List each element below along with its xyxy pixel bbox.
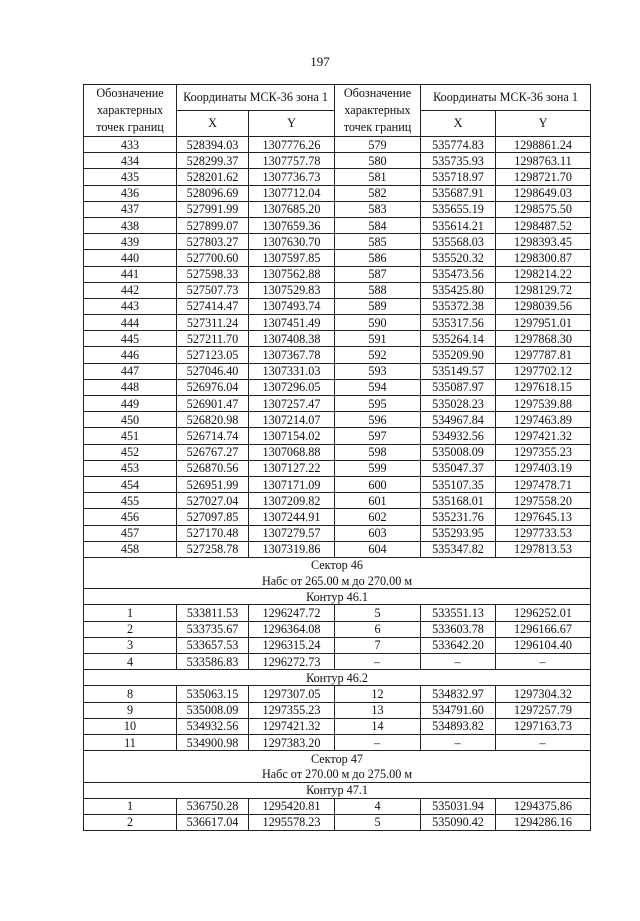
table-cell: 1297463.89: [496, 412, 591, 428]
section-row: [84, 766, 591, 782]
table-cell: 12: [335, 686, 421, 702]
table-cell: 1307367.78: [249, 347, 335, 363]
table-row: [84, 798, 591, 814]
table-cell: 450: [84, 412, 177, 428]
table-cell: 527991.99: [177, 201, 249, 217]
table-row: [84, 185, 591, 201]
table-cell: 1307244.91: [249, 509, 335, 525]
sector-range: Набс от 265.00 м до 270.00 м: [84, 573, 591, 589]
table-cell: 1297478.71: [496, 476, 591, 492]
table-cell: 1296104.40: [496, 637, 591, 653]
table-row: [84, 493, 591, 509]
table-cell: 1298300.87: [496, 250, 591, 266]
table-cell: 599: [335, 460, 421, 476]
table-cell: 457: [84, 525, 177, 541]
table-cell: 451: [84, 428, 177, 444]
table-cell: 1297558.20: [496, 493, 591, 509]
table-cell: 590: [335, 315, 421, 331]
table-cell: 528394.03: [177, 137, 249, 153]
table-cell: 1297702.12: [496, 363, 591, 379]
table-cell: 1297355.23: [249, 702, 335, 718]
table-cell: 586: [335, 250, 421, 266]
table-cell: 1307776.26: [249, 137, 335, 153]
table-row: [84, 379, 591, 395]
table-body: [84, 137, 591, 831]
table-cell: 453: [84, 460, 177, 476]
table-cell: 1294375.86: [496, 798, 591, 814]
sector-range: Набс от 270.00 м до 275.00 м: [84, 766, 591, 782]
table-cell: 456: [84, 509, 177, 525]
table-cell: 1307296.05: [249, 379, 335, 395]
table-row: [84, 814, 591, 830]
table-cell: 1297618.15: [496, 379, 591, 395]
section-row: [84, 670, 591, 686]
table-cell: 433: [84, 137, 177, 153]
table-cell: 1297421.32: [496, 428, 591, 444]
table-cell: 583: [335, 201, 421, 217]
table-row: [84, 363, 591, 379]
header-y-right: Y: [496, 111, 591, 137]
table-row: [84, 412, 591, 428]
table-row: [84, 654, 591, 670]
table-cell: 1307451.49: [249, 315, 335, 331]
table-cell: 533811.53: [177, 605, 249, 621]
header-point-label-right: Обозначение характерных точек границ: [335, 85, 421, 137]
table-cell: 600: [335, 476, 421, 492]
table-cell: 1297868.30: [496, 331, 591, 347]
sector-title: Сектор 46: [84, 557, 591, 573]
table-cell: 527046.40: [177, 363, 249, 379]
table-cell: 1298721.70: [496, 169, 591, 185]
table-cell: 584: [335, 217, 421, 233]
table-cell: 2: [84, 621, 177, 637]
table-cell: 1296315.24: [249, 637, 335, 653]
table-cell: 535107.35: [421, 476, 496, 492]
table-cell: 535168.01: [421, 493, 496, 509]
table-cell: 533551.13: [421, 605, 496, 621]
table-cell: 1307068.88: [249, 444, 335, 460]
table-cell: 581: [335, 169, 421, 185]
table-cell: 1297383.20: [249, 734, 335, 750]
section-row: [84, 751, 591, 767]
table-cell: 455: [84, 493, 177, 509]
table-row: [84, 234, 591, 250]
table-cell: 596: [335, 412, 421, 428]
table-row: [84, 298, 591, 314]
table-cell: 579: [335, 137, 421, 153]
table-cell: 10: [84, 718, 177, 734]
table-cell: 1297813.53: [496, 541, 591, 557]
coordinates-table: [83, 84, 591, 831]
table-cell: 437: [84, 201, 177, 217]
table-cell: 5: [335, 814, 421, 830]
table-row: [84, 153, 591, 169]
table-cell: 534967.84: [421, 412, 496, 428]
table-cell: 1296247.72: [249, 605, 335, 621]
table-cell: 13: [335, 702, 421, 718]
table-cell: 535718.97: [421, 169, 496, 185]
table-cell: 1297539.88: [496, 396, 591, 412]
table-cell: 534932.56: [177, 718, 249, 734]
header-y-left: Y: [249, 111, 335, 137]
table-cell: 1307659.36: [249, 217, 335, 233]
table-cell: 454: [84, 476, 177, 492]
table-cell: 588: [335, 282, 421, 298]
table-cell: 1307736.73: [249, 169, 335, 185]
table-cell: 1298487.52: [496, 217, 591, 233]
table-cell: 1307214.07: [249, 412, 335, 428]
table-cell: 1297257.79: [496, 702, 591, 718]
table-cell: 527700.60: [177, 250, 249, 266]
table-row: [84, 201, 591, 217]
table-cell: 593: [335, 363, 421, 379]
section-row: [84, 782, 591, 798]
table-cell: 445: [84, 331, 177, 347]
table-row: [84, 509, 591, 525]
table-cell: 526901.47: [177, 396, 249, 412]
table-cell: 535293.95: [421, 525, 496, 541]
table-cell: 535568.03: [421, 234, 496, 250]
table-cell: 527414.47: [177, 298, 249, 314]
table-row: [84, 541, 591, 557]
table-cell: 435: [84, 169, 177, 185]
table-cell: 1307562.88: [249, 266, 335, 282]
table-cell: 535231.76: [421, 509, 496, 525]
table-row: [84, 444, 591, 460]
table-cell: 458: [84, 541, 177, 557]
table-cell: 1307154.02: [249, 428, 335, 444]
table-cell: 535735.93: [421, 153, 496, 169]
table-cell: 1: [84, 605, 177, 621]
table-row: [84, 331, 591, 347]
table-cell: 6: [335, 621, 421, 637]
table-cell: 535425.80: [421, 282, 496, 298]
header-x-left: X: [177, 111, 249, 137]
table-row: [84, 396, 591, 412]
table-cell: 533735.67: [177, 621, 249, 637]
table-cell: 533586.83: [177, 654, 249, 670]
table-cell: 534832.97: [421, 686, 496, 702]
table-cell: 535063.15: [177, 686, 249, 702]
table-row: [84, 476, 591, 492]
table-cell: 2: [84, 814, 177, 830]
table-cell: 602: [335, 509, 421, 525]
table-cell: 535372.38: [421, 298, 496, 314]
contour-title: Контур 47.1: [84, 782, 591, 798]
table-cell: 3: [84, 637, 177, 653]
table-cell: –: [496, 654, 591, 670]
table-cell: 535473.56: [421, 266, 496, 282]
table-cell: 535028.23: [421, 396, 496, 412]
table-cell: 1295578.23: [249, 814, 335, 830]
table-cell: 1296166.67: [496, 621, 591, 637]
header-coord-group-left: Координаты МСК-36 зона 1: [177, 85, 335, 111]
table-cell: 1297304.32: [496, 686, 591, 702]
section-row: [84, 557, 591, 573]
table-cell: 448: [84, 379, 177, 395]
header-point-label-left: Обозначение характерных точек границ: [84, 85, 177, 137]
table-cell: 592: [335, 347, 421, 363]
table-cell: 446: [84, 347, 177, 363]
table-cell: 603: [335, 525, 421, 541]
section-row: [84, 573, 591, 589]
table-cell: 580: [335, 153, 421, 169]
table-row: [84, 282, 591, 298]
table-cell: 604: [335, 541, 421, 557]
table-cell: 527170.48: [177, 525, 249, 541]
table-cell: 534893.82: [421, 718, 496, 734]
table-cell: 526976.04: [177, 379, 249, 395]
table-row: [84, 525, 591, 541]
table-row: [84, 428, 591, 444]
table-cell: –: [421, 734, 496, 750]
table-cell: 536750.28: [177, 798, 249, 814]
table-cell: 1298649.03: [496, 185, 591, 201]
table-cell: 1307319.86: [249, 541, 335, 557]
table-cell: 582: [335, 185, 421, 201]
table-cell: 528201.62: [177, 169, 249, 185]
table-cell: 535264.14: [421, 331, 496, 347]
table-cell: 1298214.22: [496, 266, 591, 282]
table-cell: 1297163.73: [496, 718, 591, 734]
sector-title: Сектор 47: [84, 751, 591, 767]
table-cell: 1297355.23: [496, 444, 591, 460]
table-cell: 535031.94: [421, 798, 496, 814]
table-cell: 533603.78: [421, 621, 496, 637]
table-cell: 585: [335, 234, 421, 250]
table-cell: 535614.21: [421, 217, 496, 233]
page-number: 197: [310, 54, 330, 69]
table-cell: 4: [84, 654, 177, 670]
table-cell: 534932.56: [421, 428, 496, 444]
table-cell: 434: [84, 153, 177, 169]
table-cell: 1298763.11: [496, 153, 591, 169]
table-cell: 442: [84, 282, 177, 298]
table-cell: 535209.90: [421, 347, 496, 363]
table-cell: 1307597.85: [249, 250, 335, 266]
table-cell: 1307685.20: [249, 201, 335, 217]
table-cell: 527123.05: [177, 347, 249, 363]
contour-title: Контур 46.1: [84, 589, 591, 605]
table-cell: 527311.24: [177, 315, 249, 331]
table-cell: 535655.19: [421, 201, 496, 217]
table-cell: 1298393.45: [496, 234, 591, 250]
table-cell: 1298861.24: [496, 137, 591, 153]
table-cell: 528299.37: [177, 153, 249, 169]
table-cell: 1307529.83: [249, 282, 335, 298]
table-cell: 535149.57: [421, 363, 496, 379]
table-row: [84, 266, 591, 282]
table-cell: 1296272.73: [249, 654, 335, 670]
table-cell: 1307757.78: [249, 153, 335, 169]
table-cell: 1296252.01: [496, 605, 591, 621]
table-cell: 447: [84, 363, 177, 379]
table-cell: 535520.32: [421, 250, 496, 266]
table-cell: –: [335, 734, 421, 750]
table-cell: –: [335, 654, 421, 670]
section-row: [84, 589, 591, 605]
table-cell: 452: [84, 444, 177, 460]
table-cell: 527507.73: [177, 282, 249, 298]
table-cell: 438: [84, 217, 177, 233]
table-cell: 591: [335, 331, 421, 347]
table-cell: 444: [84, 315, 177, 331]
table-cell: 4: [335, 798, 421, 814]
table-row: [84, 621, 591, 637]
table-cell: 441: [84, 266, 177, 282]
table-cell: 7: [335, 637, 421, 653]
table-cell: 1: [84, 798, 177, 814]
table-cell: 535008.09: [421, 444, 496, 460]
table-cell: 1298039.56: [496, 298, 591, 314]
table-row: [84, 637, 591, 653]
table-cell: 1297421.32: [249, 718, 335, 734]
table-cell: 597: [335, 428, 421, 444]
table-cell: 1294286.16: [496, 814, 591, 830]
table-cell: 535008.09: [177, 702, 249, 718]
table-row: [84, 686, 591, 702]
table-cell: 1307408.38: [249, 331, 335, 347]
table-cell: 526767.27: [177, 444, 249, 460]
table-cell: 8: [84, 686, 177, 702]
table-row: [84, 250, 591, 266]
table-cell: 535687.91: [421, 185, 496, 201]
table-cell: 436: [84, 185, 177, 201]
table-cell: 14: [335, 718, 421, 734]
table-cell: 534900.98: [177, 734, 249, 750]
table-row: [84, 169, 591, 185]
table-cell: 535090.42: [421, 814, 496, 830]
table-cell: 1297403.19: [496, 460, 591, 476]
table-cell: 1307171.09: [249, 476, 335, 492]
table-cell: 526820.98: [177, 412, 249, 428]
table-cell: 1307279.57: [249, 525, 335, 541]
table-cell: 440: [84, 250, 177, 266]
table-cell: 528096.69: [177, 185, 249, 201]
table-cell: 595: [335, 396, 421, 412]
table-cell: 1297307.05: [249, 686, 335, 702]
table-cell: 1297645.13: [496, 509, 591, 525]
table-row: [84, 137, 591, 153]
table-row: [84, 718, 591, 734]
table-cell: 1307493.74: [249, 298, 335, 314]
table-cell: 449: [84, 396, 177, 412]
table-cell: 526870.56: [177, 460, 249, 476]
table-cell: 1307630.70: [249, 234, 335, 250]
table-row: [84, 605, 591, 621]
table-cell: 1297787.81: [496, 347, 591, 363]
table-cell: 1307712.04: [249, 185, 335, 201]
table-cell: –: [421, 654, 496, 670]
table-cell: 527899.07: [177, 217, 249, 233]
table-cell: 535774.83: [421, 137, 496, 153]
table-cell: 535047.37: [421, 460, 496, 476]
table-cell: 526714.74: [177, 428, 249, 444]
table-cell: 1295420.81: [249, 798, 335, 814]
table-cell: 1297733.53: [496, 525, 591, 541]
table-cell: 527598.33: [177, 266, 249, 282]
table-cell: 533657.53: [177, 637, 249, 653]
table-row: [84, 347, 591, 363]
table-cell: 1307257.47: [249, 396, 335, 412]
table-cell: 527258.78: [177, 541, 249, 557]
table-cell: 1298575.50: [496, 201, 591, 217]
header-coord-group-right: Координаты МСК-36 зона 1: [421, 85, 591, 111]
table-cell: 443: [84, 298, 177, 314]
table-cell: 439: [84, 234, 177, 250]
table-cell: 534791.60: [421, 702, 496, 718]
table-cell: 526951.99: [177, 476, 249, 492]
table-cell: 527211.70: [177, 331, 249, 347]
table-cell: 589: [335, 298, 421, 314]
table-cell: 527803.27: [177, 234, 249, 250]
table-cell: 1297951.01: [496, 315, 591, 331]
table-cell: 1307209.82: [249, 493, 335, 509]
table-cell: 1296364.08: [249, 621, 335, 637]
table-cell: –: [496, 734, 591, 750]
table-cell: 1307331.03: [249, 363, 335, 379]
table-row: [84, 702, 591, 718]
table-row: [84, 734, 591, 750]
table-cell: 535087.97: [421, 379, 496, 395]
table-cell: 527097.85: [177, 509, 249, 525]
table-cell: 598: [335, 444, 421, 460]
header-x-right: X: [421, 111, 496, 137]
table-row: [84, 217, 591, 233]
table-cell: 1298129.72: [496, 282, 591, 298]
table-cell: 535347.82: [421, 541, 496, 557]
table-cell: 601: [335, 493, 421, 509]
table-cell: 587: [335, 266, 421, 282]
table-cell: 11: [84, 734, 177, 750]
table-cell: 536617.04: [177, 814, 249, 830]
table-cell: 5: [335, 605, 421, 621]
table-cell: 535317.56: [421, 315, 496, 331]
contour-title: Контур 46.2: [84, 670, 591, 686]
table-row: [84, 460, 591, 476]
table-cell: 9: [84, 702, 177, 718]
table-row: [84, 315, 591, 331]
table-cell: 594: [335, 379, 421, 395]
table-cell: 533642.20: [421, 637, 496, 653]
table-cell: 1307127.22: [249, 460, 335, 476]
table-cell: 527027.04: [177, 493, 249, 509]
